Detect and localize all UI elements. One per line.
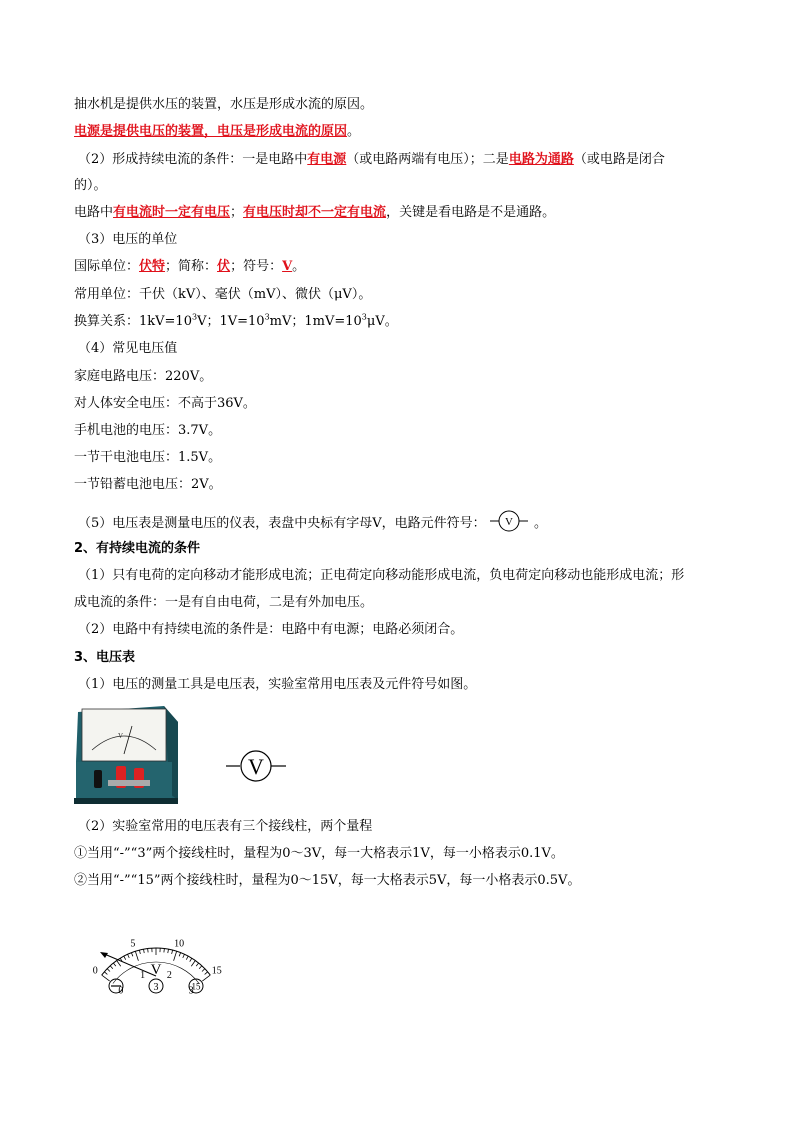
unit-label: V (150, 962, 162, 978)
text-span: ；简称： (165, 259, 218, 274)
section-heading: 3、电压表 (74, 650, 136, 665)
dial-tick (117, 961, 121, 967)
text-line (74, 123, 360, 141)
text-span: 。 (533, 516, 547, 531)
voltmeter-dial-diagram (70, 896, 250, 996)
text-span: 电路中 (74, 205, 114, 220)
text-span: V；1V=10 (197, 314, 265, 329)
terminal-label: 15 (191, 981, 201, 992)
superscript: 3 (264, 312, 270, 322)
dial-tick (186, 956, 188, 960)
highlight-text: 有电压时却不一定有电流 (243, 205, 387, 220)
dial-tick (174, 951, 177, 961)
dial-tick (113, 963, 116, 966)
text-span: μV。 (366, 314, 398, 329)
highlight-text: V (282, 259, 293, 274)
symbol-letter: V (248, 754, 264, 779)
dial-tick (196, 963, 199, 966)
highlight-text: 电路为通路 (508, 152, 574, 167)
text-line (78, 510, 547, 533)
highlight-text: 伏特 (139, 259, 166, 274)
text-line: （4）常见电压值 (78, 341, 178, 356)
text-span: ； (230, 205, 244, 220)
dial-tick (183, 954, 185, 958)
text-line: 一节铅蓄电池电压：2V。 (74, 477, 222, 492)
text-span: （或电路是闭合 (573, 152, 665, 167)
text-span: ，关键是看电路是不是通路。 (386, 205, 556, 220)
scale-label-inner: 0 (118, 985, 124, 996)
punct: 。 (347, 124, 361, 139)
highlight-text: 有电流时一定有电压 (113, 205, 231, 220)
dial-tick (107, 969, 110, 972)
text-span: 国际单位： (74, 259, 140, 274)
superscript: 3 (191, 312, 198, 322)
dial-tick (199, 966, 202, 969)
text-line: 成电流的条件：一是有自由电荷，二是有外加电压。 (74, 595, 374, 610)
scale-label-outer: 5 (130, 938, 136, 950)
dial-tick (102, 975, 110, 981)
text-line: 的）。 (74, 178, 107, 193)
terminal-label: 3 (153, 982, 159, 993)
text-span: （5）电压表是测量电压的仪表，表盘中央标有字母V，电路元件符号： (78, 516, 486, 531)
text-span: 换算关系：1kV=10 (74, 314, 192, 329)
superscript: 3 (361, 312, 367, 322)
symbol-letter: V (504, 516, 513, 528)
scale-label-outer: 0 (92, 965, 98, 977)
highlight-text: 伏 (217, 259, 231, 274)
dial-tick (131, 953, 132, 957)
text-span: 。 (292, 259, 306, 274)
text-line: 抽水机是提供水压的装置，水压是形成水流的原因。 (74, 97, 374, 112)
terminal-3 (149, 979, 163, 993)
dial-tick (202, 969, 205, 972)
text-line: 常用单位：千伏（kV）、毫伏（mV）、微伏（μV）。 (74, 287, 372, 302)
text-span: mV；1mV=10 (269, 314, 362, 329)
dial-tick (179, 953, 180, 957)
dial-tick (205, 972, 208, 975)
dial-tick (172, 950, 173, 954)
dial-tick (191, 961, 195, 967)
dial-tick (135, 951, 138, 961)
scale-label-inner: 2 (166, 970, 172, 982)
dial-tick (143, 949, 144, 953)
highlight-text: 有电源 (307, 152, 347, 167)
section-heading: 2、有持续电流的条件 (74, 541, 201, 556)
voltmeter-photo (72, 702, 184, 806)
terminal-negative (109, 979, 123, 993)
text-line: ①当用“-”“3”两个接线柱时，量程为0～3V，每一大格表示1V，每一小格表示0.1V。 (74, 846, 564, 861)
text-line (78, 151, 665, 169)
text-span: ；符号： (230, 259, 283, 274)
dial-tick (190, 958, 192, 961)
text-line: 一节干电池电压：1.5V。 (74, 450, 222, 465)
voltmeter-symbol-small (490, 510, 530, 532)
text-line: （1）电压的测量工具是电压表，实验室常用电压表及元件符号如图。 (78, 677, 477, 692)
dial-tick (128, 954, 130, 958)
terminal-15 (189, 979, 203, 993)
scale-label-outer: 10 (174, 938, 185, 950)
scale-label-inner: 1 (140, 970, 146, 982)
voltmeter-symbol-large (226, 748, 286, 784)
scale-label-inner: 3 (188, 985, 194, 996)
text-line: 对人体安全电压：不高于36V。 (74, 396, 256, 411)
dial-tick (104, 972, 107, 975)
dial-tick (124, 956, 126, 960)
svg-text:V: V (118, 732, 124, 740)
text-line: （1）只有电荷的定向移动才能形成电流；正电荷定向移动能形成电流，负电荷定向移动也能形成电流；形 (78, 568, 685, 583)
text-line: （2）实验室常用的电压表有三个接线柱，两个量程 (78, 819, 373, 834)
dial-tick (168, 949, 169, 953)
scale-label-outer: 15 (211, 965, 222, 977)
dial-tick (110, 966, 113, 969)
text-line: 家庭电路电压：220V。 (74, 369, 213, 384)
text-span: （2）形成持续电流的条件：一是电路中 (78, 152, 308, 167)
text-line: （3）电压的单位 (78, 232, 178, 247)
text-span: （或电路两端有电压）；二是 (346, 152, 509, 167)
text-line: ②当用“-”“15”两个接线柱时，量程为0～15V，每一大格表示5V，每一小格表示0.5V。 (74, 873, 581, 888)
text-line (74, 204, 555, 222)
dial-tick (139, 950, 140, 954)
text-line: （2）电路中有持续电流的条件是：电路中有电源；电路必须闭合。 (78, 622, 464, 637)
text-line: 手机电池的电压：3.7V。 (74, 423, 222, 438)
dial-tick (202, 975, 210, 981)
highlight-text: 电源是提供电压的装置，电压是形成电流的原因 (74, 124, 348, 139)
text-line (74, 313, 398, 331)
text-line (74, 258, 305, 276)
